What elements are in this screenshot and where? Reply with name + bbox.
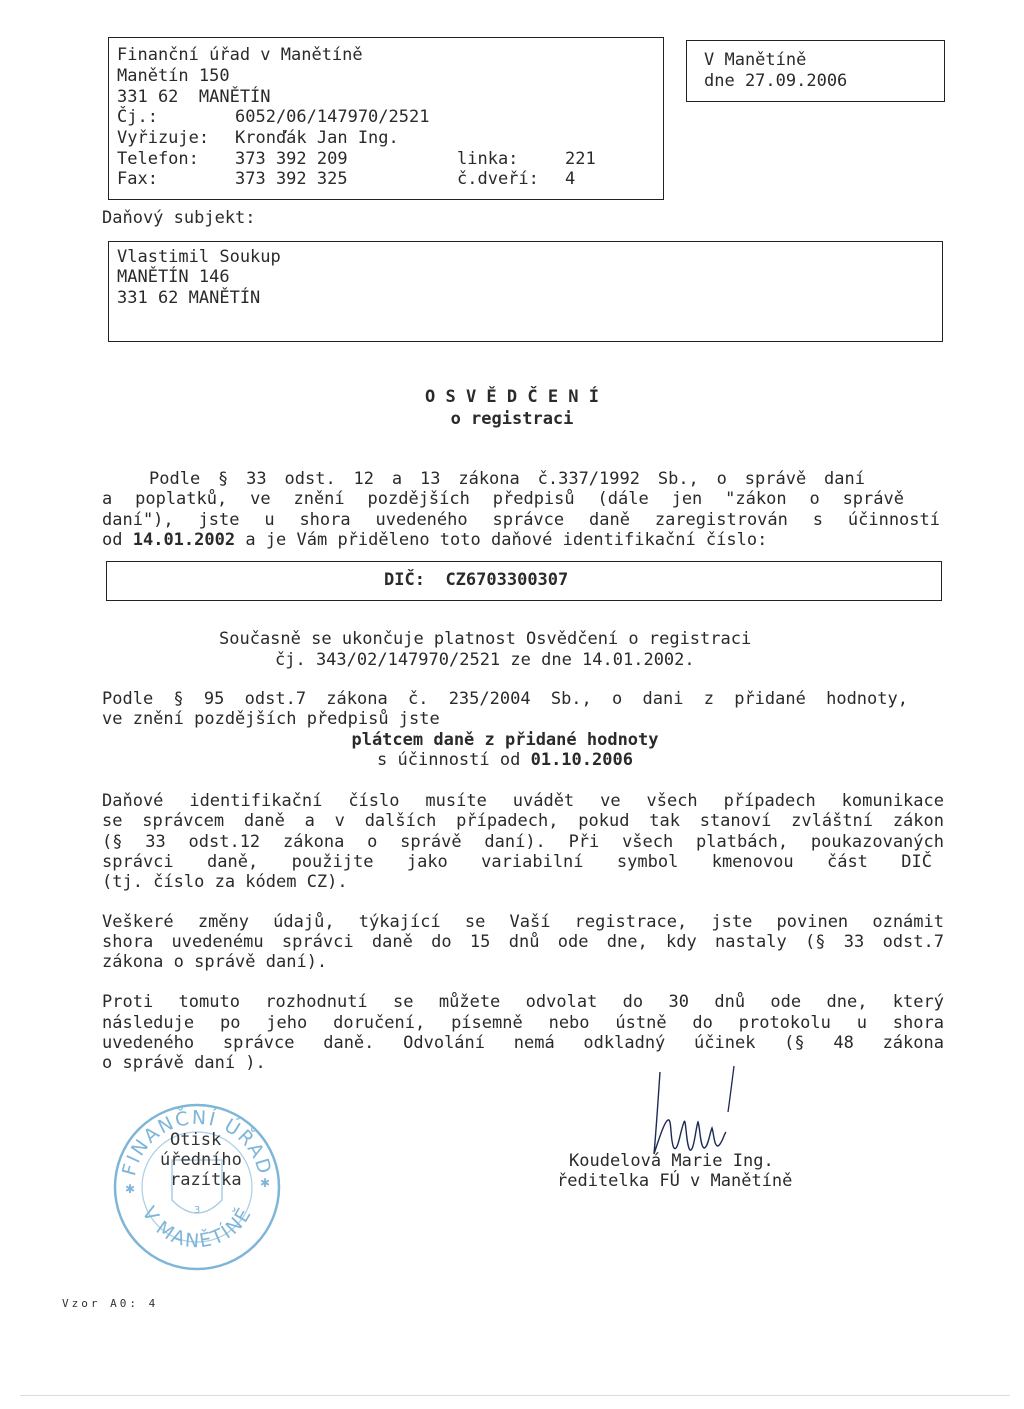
termination-line1: Současně se ukončuje platnost Osvědčení o registraci bbox=[219, 629, 752, 649]
stamp-number: 3 bbox=[193, 1205, 201, 1216]
dvere-label: č.dveří: bbox=[457, 169, 539, 189]
form-template-code: Vzor A0: 4 bbox=[62, 1297, 159, 1310]
fax-label: Fax: bbox=[117, 169, 158, 189]
subject-label: Daňový subjekt: bbox=[102, 208, 256, 228]
para-dic-line1: Daňové identifikační číslo musíte uvádět ve všech případech komunikace bbox=[102, 791, 944, 811]
para-appeal-line2: následuje po jeho doručení, písemně nebo ústně do protokolu u shora bbox=[102, 1013, 944, 1033]
vat-effective-date: 01.10.2006 bbox=[530, 750, 633, 770]
linka-value: 221 bbox=[565, 149, 596, 169]
date-place: V Manětíně bbox=[704, 50, 807, 70]
dvere-value: 4 bbox=[565, 169, 576, 189]
cj-label: Čj.: bbox=[117, 107, 158, 127]
dic-value: CZ6703300307 bbox=[445, 570, 569, 590]
dic-label: DIČ: bbox=[384, 570, 425, 590]
para1-line2: a poplatků, ve znění pozdějších předpisů (dále jen "zákon o správě bbox=[102, 489, 904, 509]
para-dic-line3: (§ 33 odst.12 zákona o správě daní). Při všech platbách, poukazovaných bbox=[102, 832, 944, 852]
fax-value: 373 392 325 bbox=[235, 169, 348, 189]
subject-street: MANĚTÍN 146 bbox=[117, 267, 230, 287]
para-dic-line5: (tj. číslo za kódem CZ). bbox=[102, 872, 348, 892]
stamp-ring-bottom: V MANĚTÍNĚ bbox=[137, 1202, 257, 1253]
para-dic-line2: se správcem daně a v dalších případech, pokud tak stanoví zvláštní zákon bbox=[102, 811, 944, 831]
vat-line2: ve znění pozdějších předpisů jste bbox=[102, 709, 440, 729]
para1-rest: a je Vám přiděleno toto daňové identifikační číslo: bbox=[245, 530, 768, 550]
office-telefon-row bbox=[117, 149, 596, 170]
vat-line1: Podle § 95 odst.7 zákona č. 235/2004 Sb., o dani z přidané hodnoty, bbox=[102, 689, 908, 709]
subject-name: Vlastimil Soukup bbox=[117, 247, 281, 267]
registration-date: 14.01.2002 bbox=[132, 530, 236, 550]
termination-line2: čj. 343/02/147970/2521 ze dne 14.01.2002. bbox=[275, 650, 695, 670]
para1-line1: Podle § 33 odst. 12 a 13 zákona č.337/1992 Sb., o správě daní bbox=[149, 469, 865, 489]
para-appeal-line1: Proti tomuto rozhodnutí se můžete odvolat do 30 dnů ode dne, který bbox=[102, 992, 944, 1012]
vyrizuje-value: Kronďák Jan Ing. bbox=[235, 128, 399, 148]
document-title: O S V Ě D Č E N Í bbox=[425, 387, 599, 407]
para-changes-line2: shora uvedenému správci daně do 15 dnů ode dne, kdy nastaly (§ 33 odst.7 bbox=[102, 932, 944, 952]
linka-label: linka: bbox=[457, 149, 519, 169]
document-subtitle: o registraci bbox=[450, 409, 574, 429]
stamp-label-2: úředního bbox=[160, 1150, 242, 1170]
para-appeal-line4: o správě daní ). bbox=[102, 1053, 266, 1073]
para-changes-line3: zákona o správě daní). bbox=[102, 952, 328, 972]
office-name: Finanční úřad v Manětíně bbox=[117, 45, 363, 65]
para-dic-line4: správci daně, použijte jako variabilní symbol kmenovou část DIČ bbox=[102, 852, 932, 872]
para1-line3: daní"), jste u shora uvedeného správce daně zaregistrován s účinností bbox=[102, 510, 940, 530]
office-vyrizuje-row bbox=[117, 128, 399, 149]
subject-city: 331 62 MANĚTÍN bbox=[117, 288, 261, 308]
vat-effective bbox=[102, 750, 908, 770]
vat-effective-label: s účinností od bbox=[377, 750, 521, 770]
stamp-star-left-icon: ✱ bbox=[125, 1182, 136, 1196]
signatory-name: Koudelová Marie Ing. bbox=[569, 1151, 774, 1171]
para1-from: od bbox=[102, 530, 123, 550]
vat-payer: plátcem daně z přidané hodnoty bbox=[351, 730, 659, 750]
stamp-star-right-icon: ✱ bbox=[260, 1176, 271, 1190]
para1-line4 bbox=[102, 530, 767, 551]
para-appeal-line3: uvedeného správce daně. Odvolání nemá odkladný účinek (§ 48 zákona bbox=[102, 1033, 944, 1053]
para-changes-line1: Veškeré změny údajů, týkající se Vaší registrace, jste povinen oznámit bbox=[102, 912, 944, 932]
date-value: dne 27.09.2006 bbox=[704, 71, 848, 91]
telefon-label: Telefon: bbox=[117, 149, 199, 169]
handwritten-signature bbox=[640, 1062, 750, 1162]
cj-value: 6052/06/147970/2521 bbox=[235, 107, 430, 127]
telefon-value: 373 392 209 bbox=[235, 149, 348, 169]
scan-edge-line bbox=[20, 1395, 1010, 1396]
stamp-label-3: razítka bbox=[170, 1170, 242, 1190]
office-city: 331 62 MANĚTÍN bbox=[117, 87, 271, 107]
office-street: Manětín 150 bbox=[117, 66, 230, 86]
stamp-ring-top: FINANČNÍ ÚŘAD bbox=[118, 1106, 276, 1179]
office-fax-row bbox=[117, 169, 575, 190]
stamp-label-1: Otisk bbox=[170, 1130, 222, 1150]
office-cj-row bbox=[117, 107, 429, 128]
dic-row bbox=[384, 570, 568, 591]
signatory-position: ředitelka FÚ v Manětíně bbox=[557, 1171, 793, 1191]
vyrizuje-label: Vyřizuje: bbox=[117, 128, 210, 148]
